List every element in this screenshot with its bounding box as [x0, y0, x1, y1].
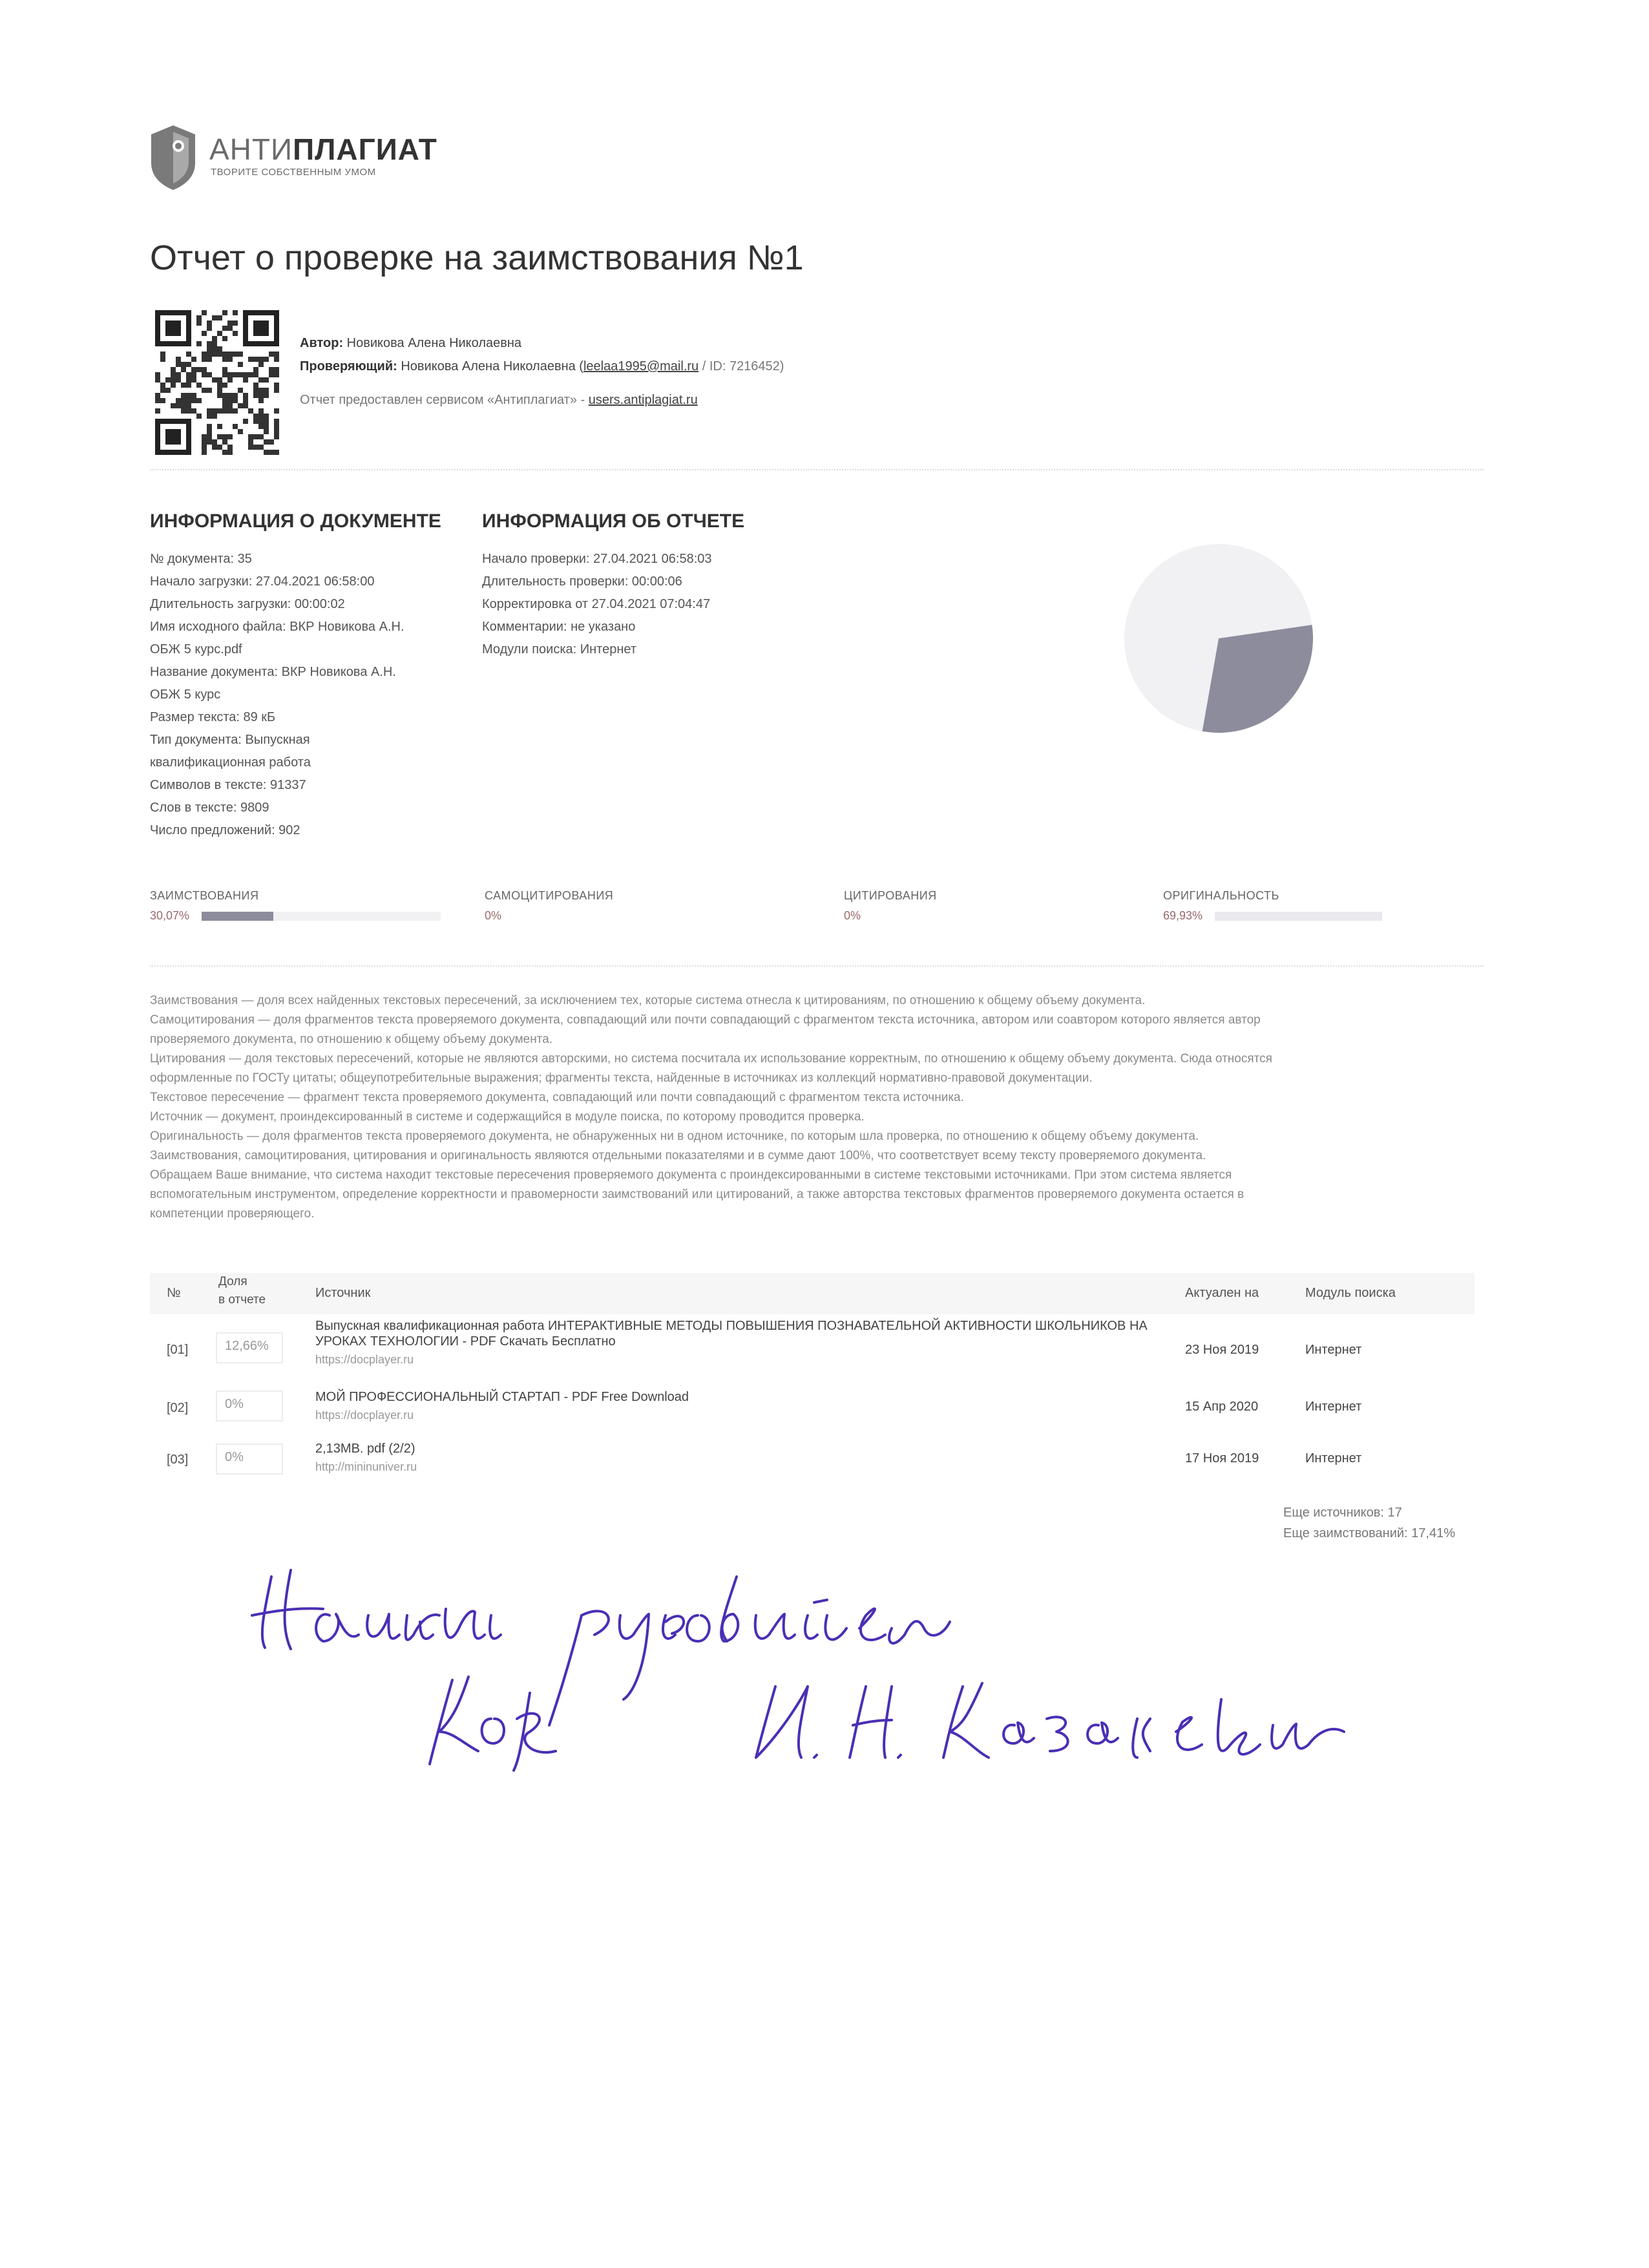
author-label: Автор: — [300, 336, 344, 350]
note-line: Заимствования — доля всех найденных текстовых пересечений, за исключением тех, которые система отнесла к цитированиям, по отношению к общему объему документа. — [150, 994, 1146, 1007]
doc-info-line: Число предложений: 902 — [150, 823, 300, 837]
logo-name-light: АНТИ — [209, 132, 293, 166]
doc-info-line: № документа: 35 — [150, 552, 252, 566]
th-number: № — [167, 1286, 181, 1300]
qr-code — [155, 309, 279, 456]
provided-by-link[interactable]: users.antiplagiat.ru — [588, 393, 698, 407]
row-source-url[interactable]: http://mininuniver.ru — [315, 1460, 417, 1473]
logo-tagline: ТВОРИТЕ СОБСТВЕННЫМ УМОМ — [211, 167, 376, 178]
doc-info-line: Тип документа: Выпускная — [150, 733, 310, 747]
stat-borrowings-bar — [202, 912, 441, 921]
stat-originality-label: ОРИГИНАЛЬНОСТЬ — [1163, 889, 1279, 902]
row-actual-date: 17 Ноя 2019 — [1185, 1451, 1259, 1465]
checker-id: / ID: 7216452) — [698, 359, 784, 373]
note-line: оформленные по ГОСТу цитаты; общеупотребительные выражения; фрагменты текста, найденные в источниках из коллекций нормативно-правовой документации. — [150, 1071, 1093, 1085]
stat-selfcitation-value: 0% — [485, 909, 502, 922]
note-line: Текстовое пересечение — фрагмент текста проверяемого документа, совпадающий или почти совпадающий с фрагментом текста источника. — [150, 1091, 964, 1104]
row-source-title: Выпускная квалификационная работа ИНТЕРАКТИВНЫЕ МЕТОДЫ ПОВЫШЕНИЯ ПОЗНАВАТЕЛЬНОЙ АКТИВНОСТИ ШКОЛЬНИКОВ НА — [315, 1319, 1148, 1333]
row-source-url[interactable]: https://docplayer.ru — [315, 1353, 414, 1366]
table-row-source[interactable] — [315, 1318, 1175, 1367]
stat-citation-label: ЦИТИРОВАНИЯ — [844, 889, 937, 902]
stat-originality-bar-fill — [1215, 912, 1382, 921]
antiplagiat-logo-icon — [150, 124, 196, 191]
note-line: Самоцитирования — доля фрагментов текста проверяемого документа, совпадающий или почти совпадающий с фрагментом текста источника, автором или соавтором которого является автор — [150, 1013, 1261, 1027]
th-source: Источник — [315, 1286, 371, 1300]
doc-info-line: Символов в тексте: 91337 — [150, 778, 306, 792]
note-line: Цитирования — доля текстовых пересечений, которые не являются авторскими, но система посчитала их использование корректным, по отношению к общему объему документа. Сюда относятся — [150, 1052, 1272, 1066]
stat-originality-bar-rest — [1382, 912, 1454, 921]
row-module: Интернет — [1305, 1343, 1362, 1357]
th-module: Модуль поиска — [1305, 1286, 1396, 1300]
stat-selfcitation — [485, 889, 613, 923]
note-line: Обращаем Ваше внимание, что система находит текстовые пересечения проверяемого документа с проиндексированными в системе текстовыми источниками. При этом система является — [150, 1168, 1232, 1182]
th-actual: Актуален на — [1185, 1286, 1259, 1300]
row-share: 0% — [216, 1391, 283, 1422]
divider-notes — [150, 965, 1484, 967]
divider-top — [150, 469, 1484, 470]
row-module: Интернет — [1305, 1451, 1362, 1465]
handwritten-signature — [246, 1538, 1460, 1783]
doc-info-line: Начало загрузки: 27.04.2021 06:58:00 — [150, 574, 375, 589]
note-line: компетенции проверяющего. — [150, 1207, 315, 1221]
doc-info-line: Длительность загрузки: 00:00:02 — [150, 597, 345, 611]
row-share: 12,66% — [216, 1332, 283, 1363]
row-number: [01] — [167, 1343, 189, 1357]
row-source-title: МОЙ ПРОФЕССИОНАЛЬНЫЙ СТАРТАП - PDF Free Download — [315, 1390, 689, 1404]
row-module: Интернет — [1305, 1400, 1362, 1414]
stat-citation-value: 0% — [844, 909, 861, 922]
note-line: проверяемого документа, по отношению к общему объему документа. — [150, 1033, 553, 1046]
doc-info-line: ОБЖ 5 курс — [150, 688, 221, 702]
table-row-source[interactable] — [315, 1441, 1175, 1474]
doc-info-line: Название документа: ВКР Новикова А.Н. — [150, 665, 396, 679]
th-share — [218, 1273, 266, 1309]
report-info-line: Корректировка от 27.04.2021 07:04:47 — [482, 597, 711, 611]
checker-label: Проверяющий: — [300, 359, 397, 373]
stat-originality-value: 69,93% — [1163, 909, 1203, 922]
author-name: Новикова Алена Николаевна — [346, 336, 522, 350]
row-number: [03] — [167, 1453, 189, 1467]
doc-info-heading: ИНФОРМАЦИЯ О ДОКУМЕНТЕ — [150, 510, 441, 532]
stat-borrowings — [150, 889, 441, 923]
author-line — [300, 336, 521, 351]
stat-borrowings-value: 30,07% — [150, 909, 190, 922]
checker-email-link[interactable]: leelaa1995@mail.ru — [583, 359, 699, 373]
report-info-line: Начало проверки: 27.04.2021 06:58:03 — [482, 552, 712, 566]
table-row-source[interactable] — [315, 1389, 1175, 1422]
row-number: [02] — [167, 1401, 189, 1415]
report-title: Отчет о проверке на заимствования №1 — [150, 238, 804, 277]
stat-borrowings-bar-fill — [202, 912, 273, 921]
doc-info-line: Имя исходного файла: ВКР Новикова А.Н. — [150, 620, 404, 634]
stat-borrowings-label: ЗАИМСТВОВАНИЯ — [150, 889, 259, 902]
report-info-heading: ИНФОРМАЦИЯ ОБ ОТЧЕТЕ — [482, 510, 745, 532]
note-line: Заимствования, самоцитирования, цитирования и оригинальность являются отдельными показателями и в сумме дают 100%, что соответствует всему тексту проверяемого документа. — [150, 1149, 1206, 1162]
definitions-notes — [150, 991, 1481, 1224]
row-actual-date: 15 Апр 2020 — [1185, 1400, 1259, 1414]
stat-originality — [1163, 889, 1454, 923]
stat-originality-bar — [1215, 912, 1454, 921]
stat-selfcitation-label: САМОЦИТИРОВАНИЯ — [485, 889, 614, 902]
row-source-title: 2,13МB. pdf (2/2) — [315, 1442, 415, 1456]
provided-by-text: Отчет предоставлен сервисом «Антиплагиат» - — [300, 393, 589, 407]
th-share-line1: Доля — [218, 1275, 247, 1288]
th-share-line2: в отчете — [218, 1293, 266, 1307]
stat-citation — [844, 889, 937, 923]
more-borrowings: Еще заимствований: 17,41% — [1283, 1526, 1456, 1540]
row-share: 0% — [216, 1444, 283, 1475]
report-info-line: Комментарии: не указано — [482, 620, 636, 634]
doc-info-line: квалификационная работа — [150, 755, 311, 770]
originality-pie-chart — [1122, 541, 1316, 735]
more-sources: Еще источников: 17 — [1283, 1506, 1402, 1520]
checker-name: Новикова Алена Николаевна ( — [401, 359, 583, 373]
doc-info-line: ОБЖ 5 курс.pdf — [150, 642, 242, 656]
doc-info-list — [150, 548, 404, 842]
note-line: вспомогательным инструментом, определение корректности и правомерности заимствований или цитирований, а также авторства текстовых фрагментов проверяемого документа остается в — [150, 1188, 1245, 1201]
pie-slice-borrowings — [1203, 625, 1313, 733]
row-source-title-cont: УРОКАХ ТЕХНОЛОГИИ - PDF Скачать Бесплатно — [315, 1334, 616, 1349]
row-actual-date: 23 Ноя 2019 — [1185, 1343, 1259, 1357]
report-info-line: Модули поиска: Интернет — [482, 642, 637, 656]
row-source-url[interactable]: https://docplayer.ru — [315, 1409, 414, 1422]
provided-by-line — [300, 393, 698, 408]
doc-info-line: Слов в тексте: 9809 — [150, 801, 269, 815]
note-line: Источник — документ, проиндексированный в системе и содержащийся в модуле поиска, по которому проводится проверка. — [150, 1110, 865, 1124]
logo-wordmark — [209, 132, 437, 167]
checker-line — [300, 359, 784, 374]
report-info-list — [482, 548, 712, 661]
stat-borrowings-bar-rest — [273, 912, 441, 921]
note-line: Оригинальность — доля фрагментов текста проверяемого документа, не обнаруженных ни в одном источнике, по которым шла проверка, по отношению к общему объему документа. — [150, 1129, 1199, 1143]
report-info-line: Длительность проверки: 00:00:06 — [482, 574, 682, 589]
logo-name-bold: ПЛАГИАТ — [293, 132, 437, 166]
doc-info-line: Размер текста: 89 кБ — [150, 710, 276, 724]
